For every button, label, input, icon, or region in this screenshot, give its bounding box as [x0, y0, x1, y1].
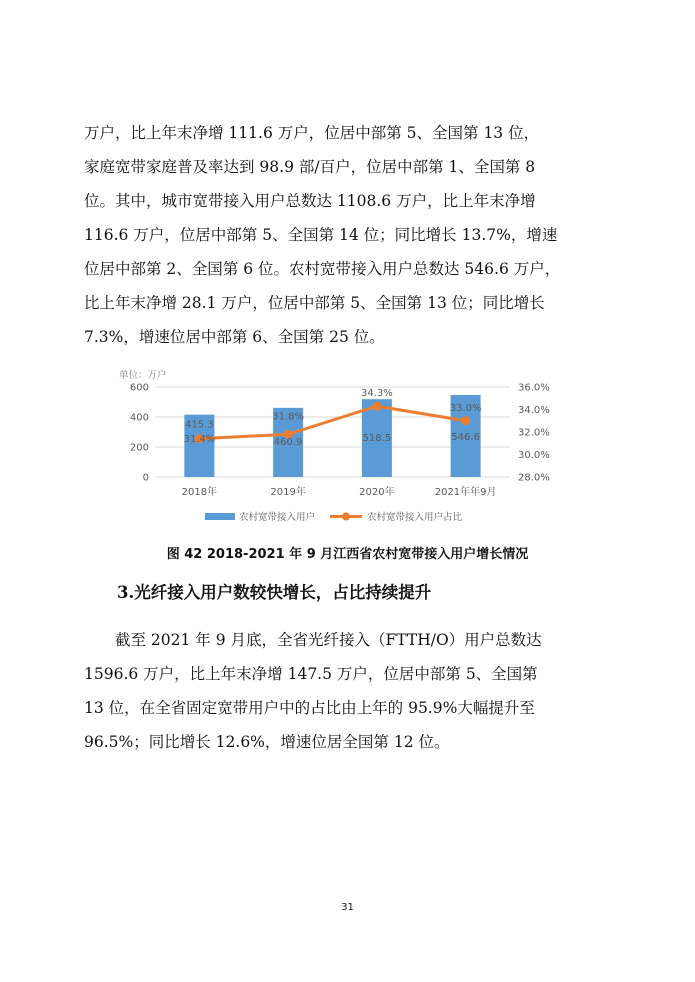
y2-tick-label: 32.0% — [518, 427, 550, 439]
legend-bar-swatch — [205, 513, 235, 520]
y-tick-label: 400 — [129, 412, 149, 424]
x-tick-label: 2018年 — [181, 487, 218, 498]
line-series — [199, 406, 465, 439]
rural-broadband-chart — [110, 362, 580, 534]
y2-tick-label: 36.0% — [518, 382, 550, 394]
section-heading: 3.光纤接入用户数较快增长，占比持续提升 — [117, 583, 432, 602]
paragraph-broadband-stats — [84, 116, 614, 354]
text-line: 截至 2021 年 9 月底，全省光纤接入（FTTH/O）用户总数达 — [84, 631, 542, 649]
line-data-label: 31.8% — [272, 411, 305, 423]
text-line: 7.3%，增速位居中部第 6、全国第 25 位。 — [84, 328, 385, 346]
line-data-label: 34.3% — [360, 388, 393, 400]
y2-tick-label: 30.0% — [518, 450, 550, 461]
y-tick-label: 600 — [129, 382, 149, 394]
text-line: 位。其中，城市宽带接入用户总数达 1108.6 万户，比上年末净增 — [84, 192, 536, 210]
text-line: 1596.6 万户，比上年末净增 147.5 万户，位居中部第 5、全国第 — [84, 665, 538, 683]
text-line: 13 位，在全省固定宽带用户中的占比由上年的 95.9%大幅提升至 — [84, 699, 535, 717]
bar-data-label: 518.5 — [362, 433, 392, 445]
paragraph-fiber-stats — [84, 623, 614, 759]
line-point — [372, 402, 381, 411]
figure-caption: 图 42 2018-2021 年 9 月江西省农村宽带接入用户增长情况 — [166, 547, 529, 562]
legend-bar-label: 农村宽带接入用户 — [239, 512, 316, 523]
text-line: 万户，比上年末净增 111.6 万户，位居中部第 5、全国第 13 位， — [84, 124, 540, 142]
text-line: 比上年末净增 28.1 万户，位居中部第 5、全国第 13 位；同比增长 — [84, 294, 545, 312]
legend-line-label: 农村宽带接入用户占比 — [367, 512, 463, 523]
bar-data-label: 460.9 — [273, 436, 303, 448]
bar-data-label: 415.3 — [185, 419, 214, 431]
x-tick-label: 2020年 — [359, 487, 395, 498]
x-tick-label: 2021年年9月 — [434, 487, 497, 498]
text-line: 位居中部第 2、全国第 6 位。农村宽带接入用户总数达 546.6 万户， — [84, 260, 561, 278]
line-point — [461, 416, 470, 425]
x-tick-label: 2019年 — [270, 487, 306, 498]
page-number: 31 — [341, 902, 354, 913]
y2-tick-label: 34.0% — [518, 405, 550, 416]
line-data-label: 31.4% — [183, 433, 216, 445]
legend-line-marker — [342, 513, 350, 521]
bar-data-label: 546.6 — [451, 432, 480, 444]
y2-tick-label: 28.0% — [518, 472, 550, 484]
text-line: 116.6 万户，位居中部第 5、全国第 14 位；同比增长 13.7%，增速 — [84, 226, 558, 244]
unit-label: 单位：万户 — [119, 370, 167, 381]
line-data-label: 33.0% — [449, 402, 482, 414]
y-tick-label: 200 — [129, 442, 149, 454]
y-tick-label: 0 — [142, 472, 149, 484]
text-line: 家庭宽带家庭普及率达到 98.9 部/百户，位居中部第 1、全国第 8 — [84, 158, 536, 176]
text-line: 96.5%；同比增长 12.6%，增速位居全国第 12 位。 — [84, 733, 450, 751]
